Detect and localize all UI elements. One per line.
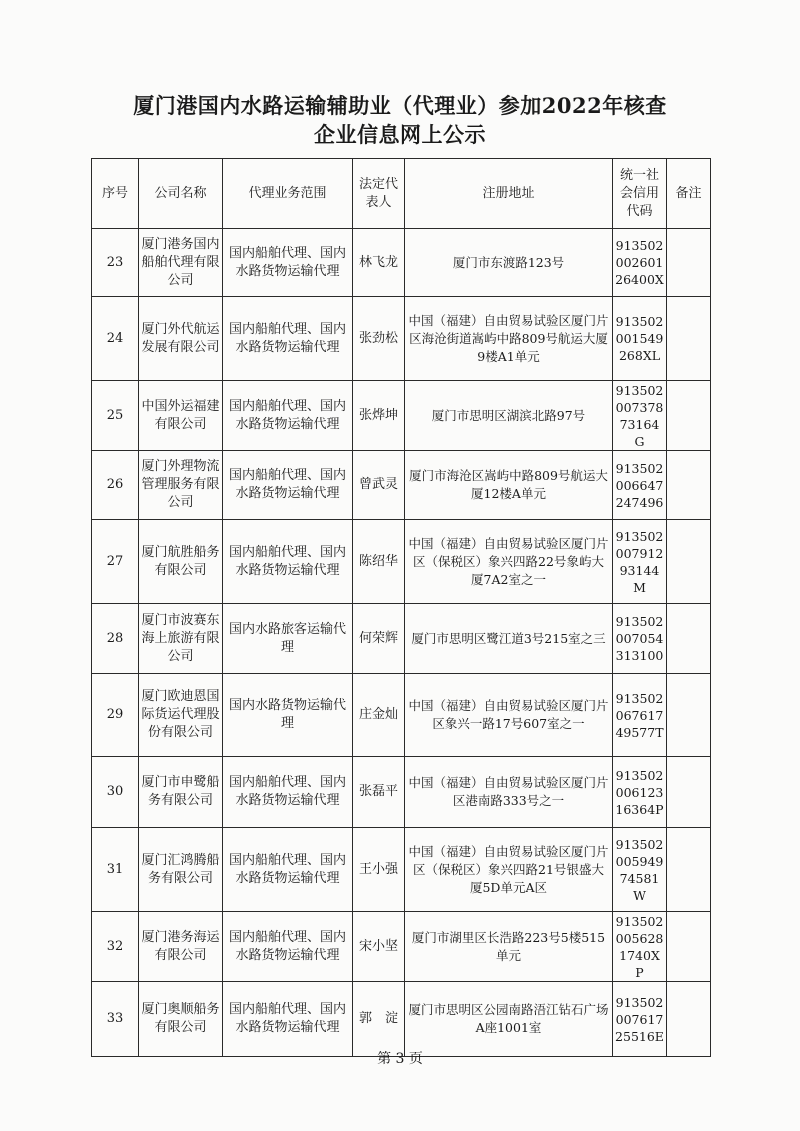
cell-rep: 张磊平: [353, 757, 405, 828]
cell-code: 913502001549268XL: [613, 297, 667, 381]
cell-address: 中国（福建）自由贸易试验区厦门片区港南路333号之一: [405, 757, 613, 828]
cell-no: 28: [92, 604, 139, 674]
cell-company: 厦门外理物流管理服务有限公司: [139, 451, 223, 520]
cell-rep: 张劲松: [353, 297, 405, 381]
cell-code: 91350200594974581W: [613, 828, 667, 912]
cell-note: [667, 604, 711, 674]
cell-address: 中国（福建）自由贸易试验区厦门片区（保税区）象兴四路21号银盛大厦5D单元A区: [405, 828, 613, 912]
cell-no: 24: [92, 297, 139, 381]
cell-scope: 国内水路货物运输代理: [223, 674, 353, 757]
cell-scope: 国内水路旅客运输代理: [223, 604, 353, 674]
cell-note: [667, 828, 711, 912]
cell-address: 中国（福建）自由贸易试验区厦门片区（保税区）象兴四路22号象屿大厦7A2室之一: [405, 520, 613, 604]
cell-no: 25: [92, 381, 139, 451]
cell-company: 厦门市波赛东海上旅游有限公司: [139, 604, 223, 674]
cell-code: 91350200761725516E: [613, 982, 667, 1057]
cell-code: 913502006647247496: [613, 451, 667, 520]
cell-scope: 国内船舶代理、国内水路货物运输代理: [223, 828, 353, 912]
cell-code: 91350206761749577T: [613, 674, 667, 757]
cell-code: 91350200612316364P: [613, 757, 667, 828]
table-row: [92, 604, 711, 674]
cell-rep: 陈绍华: [353, 520, 405, 604]
cell-rep: 张烨坤: [353, 381, 405, 451]
cell-note: [667, 451, 711, 520]
cell-scope: 国内船舶代理、国内水路货物运输代理: [223, 297, 353, 381]
header-code: 统一社会信用代码: [613, 159, 667, 229]
cell-note: [667, 297, 711, 381]
cell-address: 中国（福建）自由贸易试验区厦门片区象兴一路17号607室之一: [405, 674, 613, 757]
cell-rep: 曾武灵: [353, 451, 405, 520]
cell-address: 厦门市东渡路123号: [405, 229, 613, 297]
cell-company: 厦门港务国内船舶代理有限公司: [139, 229, 223, 297]
page-number: 第 3 页: [377, 1051, 423, 1067]
cell-company: 厦门港务海运有限公司: [139, 912, 223, 982]
cell-no: 31: [92, 828, 139, 912]
cell-scope: 国内船舶代理、国内水路货物运输代理: [223, 229, 353, 297]
table-row: [92, 451, 711, 520]
table-row: [92, 674, 711, 757]
cell-code: 91350200737873164G: [613, 381, 667, 451]
cell-company: 厦门航胜船务有限公司: [139, 520, 223, 604]
cell-address: 厦门市海沧区嵩屿中路809号航运大厦12楼A单元: [405, 451, 613, 520]
header-company: 公司名称: [139, 159, 223, 229]
cell-note: [667, 229, 711, 297]
cell-no: 32: [92, 912, 139, 982]
cell-rep: 宋小坚: [353, 912, 405, 982]
cell-rep: 何荣辉: [353, 604, 405, 674]
cell-scope: 国内船舶代理、国内水路货物运输代理: [223, 381, 353, 451]
cell-code: 91350200260126400X: [613, 229, 667, 297]
company-table: [91, 158, 711, 1057]
cell-scope: 国内船舶代理、国内水路货物运输代理: [223, 520, 353, 604]
cell-rep: 郭 淀: [353, 982, 405, 1057]
table-row: [92, 757, 711, 828]
cell-address: 厦门市湖里区长浩路223号5楼515单元: [405, 912, 613, 982]
cell-company: 厦门奥顺船务有限公司: [139, 982, 223, 1057]
cell-rep: 庄金灿: [353, 674, 405, 757]
cell-scope: 国内船舶代理、国内水路货物运输代理: [223, 912, 353, 982]
cell-company: 厦门外代航运发展有限公司: [139, 297, 223, 381]
cell-company: 厦门欧迪恩国际货运代理股份有限公司: [139, 674, 223, 757]
cell-address: 厦门市思明区公园南路浯江钻石广场A座1001室: [405, 982, 613, 1057]
page-title: 厦门港国内水路运输辅助业（代理业）参加2022年核查: [133, 93, 667, 118]
cell-no: 23: [92, 229, 139, 297]
header-scope: 代理业务范围: [223, 159, 353, 229]
cell-no: 33: [92, 982, 139, 1057]
cell-address: 中国（福建）自由贸易试验区厦门片区海沧街道嵩屿中路809号航运大厦9楼A1单元: [405, 297, 613, 381]
cell-scope: 国内船舶代理、国内水路货物运输代理: [223, 757, 353, 828]
cell-address: 厦门市思明区鹭江道3号215室之三: [405, 604, 613, 674]
header-address: 注册地址: [405, 159, 613, 229]
cell-company: 中国外运福建有限公司: [139, 381, 223, 451]
cell-company: 厦门市申鹭船务有限公司: [139, 757, 223, 828]
cell-scope: 国内船舶代理、国内水路货物运输代理: [223, 982, 353, 1057]
header-no: 序号: [92, 159, 139, 229]
table-row: [92, 982, 711, 1057]
table-row: [92, 912, 711, 982]
cell-address: 厦门市思明区湖滨北路97号: [405, 381, 613, 451]
table-row: [92, 520, 711, 604]
cell-note: [667, 381, 711, 451]
table-row: [92, 828, 711, 912]
header-row: [92, 159, 711, 229]
cell-code: 9135020056281740XP: [613, 912, 667, 982]
cell-rep: 王小强: [353, 828, 405, 912]
cell-no: 27: [92, 520, 139, 604]
cell-rep: 林飞龙: [353, 229, 405, 297]
table-row: [92, 229, 711, 297]
header-rep: 法定代表人: [353, 159, 405, 229]
cell-note: [667, 912, 711, 982]
cell-scope: 国内船舶代理、国内水路货物运输代理: [223, 451, 353, 520]
cell-no: 29: [92, 674, 139, 757]
cell-no: 26: [92, 451, 139, 520]
table-row: [92, 297, 711, 381]
page-subtitle: 企业信息网上公示: [314, 122, 486, 147]
cell-note: [667, 674, 711, 757]
cell-note: [667, 757, 711, 828]
cell-code: 913502007054313100: [613, 604, 667, 674]
cell-note: [667, 982, 711, 1057]
cell-code: 91350200791293144M: [613, 520, 667, 604]
table-row: [92, 381, 711, 451]
cell-company: 厦门汇鸿腾船务有限公司: [139, 828, 223, 912]
cell-note: [667, 520, 711, 604]
cell-no: 30: [92, 757, 139, 828]
header-note: 备注: [667, 159, 711, 229]
